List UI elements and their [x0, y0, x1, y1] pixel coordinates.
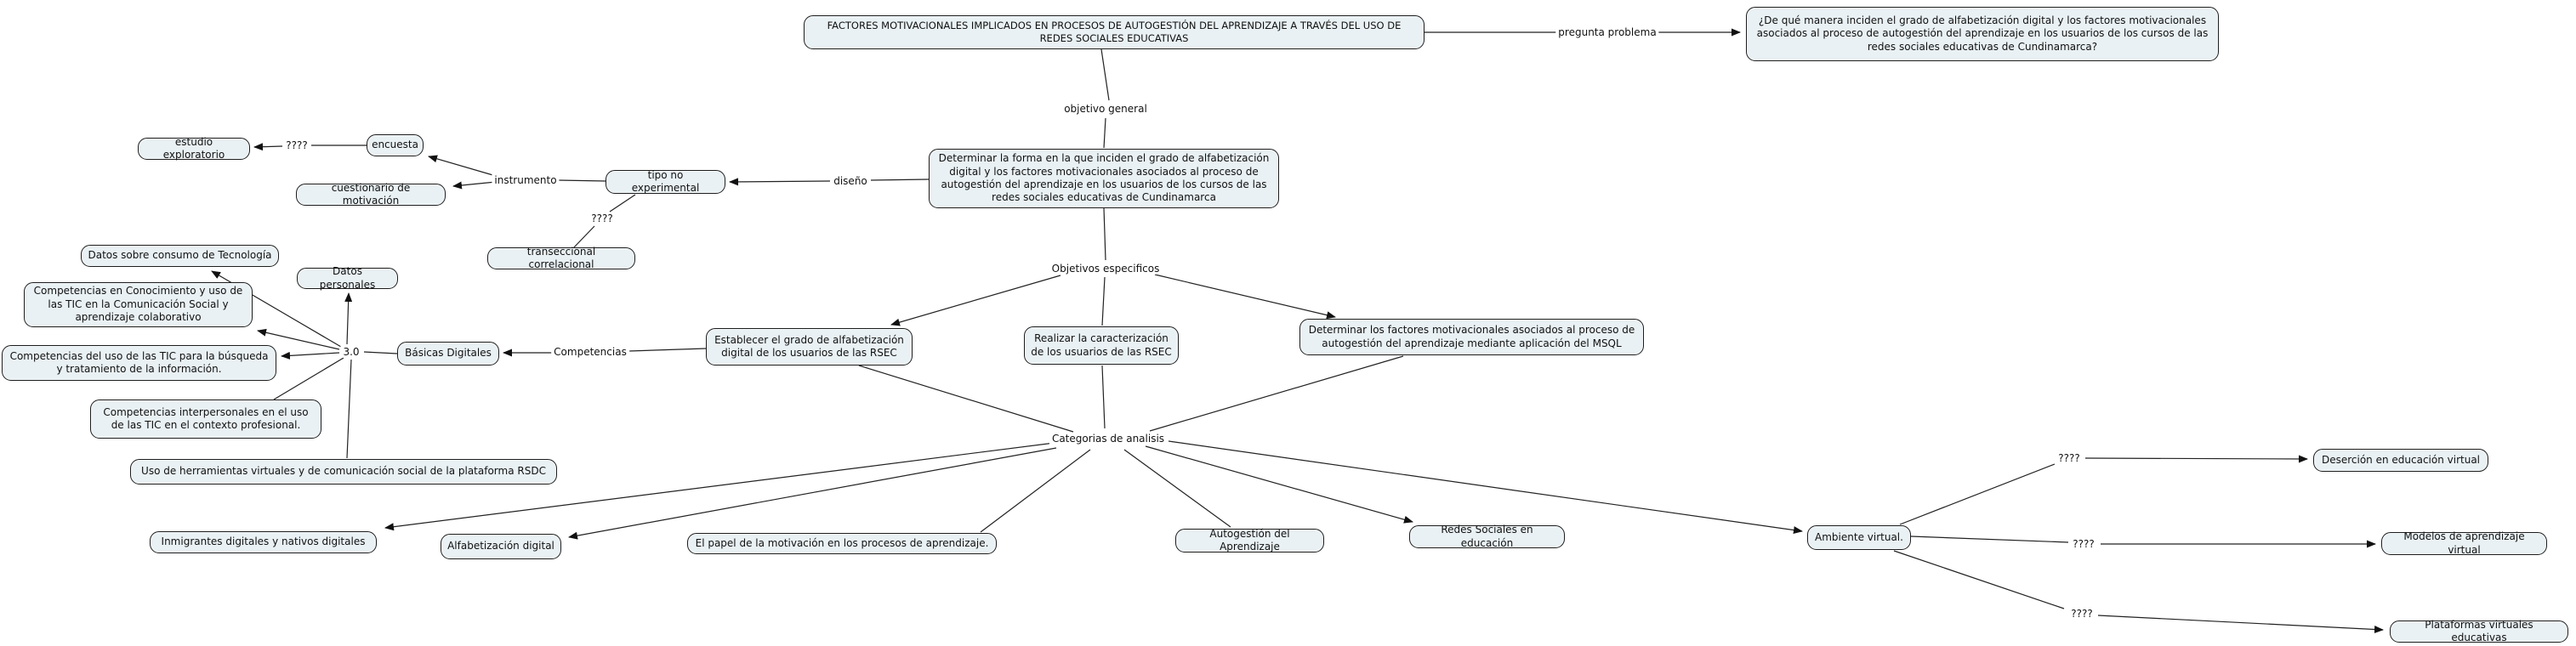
- concept-determinar-factores-motivacionales[interactable]: Determinar los factores motivacionales asociados al proceso de autogestión del aprendizaje mediante aplicación del MSQL: [1299, 319, 1644, 355]
- connector: [1169, 441, 1802, 531]
- concept-uso-herramientas-virtuales[interactable]: Uso de herramientas virtuales y de comunicación social de la plataforma RSDC: [130, 459, 557, 484]
- connector: [1104, 118, 1106, 148]
- concept-redes-sociales-educacion[interactable]: Redes Sociales en educación: [1409, 525, 1565, 548]
- concept-modelos-aprendizaje-virtual[interactable]: Modelos de aprendizaje virtual: [2381, 532, 2547, 555]
- concept-competencias-conocimiento-tic[interactable]: Competencias en Conocimiento y uso de las TIC en la Comunicación Social y aprendizaje colaborativo: [24, 282, 253, 327]
- connector: [281, 353, 339, 356]
- connector: [2098, 615, 2383, 630]
- concept-estudio-exploratorio[interactable]: estudio exploratorio: [138, 138, 250, 160]
- connector: [610, 195, 635, 212]
- concept-papel-motivacion[interactable]: El papel de la motivación en los procesos de aprendizaje.: [687, 533, 997, 554]
- concept-transeccional-correlacional[interactable]: transeccional correlacional: [487, 247, 635, 269]
- concept-establecer-grado-alfabetizacion[interactable]: Establecer el grado de alfabetización digital de los usuarios de las RSEC: [706, 328, 913, 366]
- connector: [347, 293, 349, 344]
- concept-autogestion-aprendizaje[interactable]: Autogestión del Aprendizaje: [1175, 529, 1324, 552]
- connector: [1124, 450, 1231, 527]
- concept-alfabetizacion-digital[interactable]: Alfabetización digital: [441, 534, 561, 559]
- connector: [1101, 49, 1109, 100]
- link-unknown-4[interactable]: ????: [2070, 538, 2096, 550]
- connector: [429, 156, 496, 176]
- connector: [629, 348, 706, 351]
- concept-inmigrantes-nativos-digitales[interactable]: Inmigrantes digitales y nativos digitales: [150, 531, 377, 553]
- connector: [385, 443, 1055, 528]
- connector: [859, 366, 1073, 432]
- connector: [1102, 277, 1105, 326]
- connector: [1102, 366, 1105, 428]
- connector: [1911, 536, 2068, 542]
- connector: [2085, 458, 2307, 459]
- concept-datos-consumo-tecnologia[interactable]: Datos sobre consumo de Tecnología: [81, 245, 279, 267]
- connector: [730, 181, 830, 182]
- link-unknown-3[interactable]: ????: [2056, 452, 2082, 464]
- link-objetivo-general[interactable]: objetivo general: [1061, 103, 1150, 115]
- concept-plataformas-virtuales-educativas[interactable]: Plataformas virtuales educativas: [2390, 620, 2568, 643]
- concept-cuestionario-motivacion[interactable]: cuestionario de motivación: [296, 184, 446, 206]
- link-unknown-2[interactable]: ????: [589, 212, 615, 224]
- link-instrumento[interactable]: instrumento: [492, 174, 559, 186]
- concept-pregunta-investigacion[interactable]: ¿De qué manera inciden el grado de alfabetización digital y los factores motivacionales asociados al proceso de autogestión del aprendizaje en los usuarios de los cursos de las redes sociales educativas de Cundinamarca?: [1746, 7, 2219, 61]
- connector: [1150, 356, 1403, 431]
- concept-encuesta[interactable]: encuesta: [367, 134, 424, 156]
- connector: [1900, 464, 2055, 524]
- concept-objetivo-general[interactable]: Determinar la forma en la que inciden el grado de alfabetización digital y los factores motivacionales asociados al proceso de autogestión del aprendizaje en los usuarios de los cursos de las redes sociales educativas de Cundinamarca: [929, 149, 1279, 208]
- connector: [1155, 275, 1335, 317]
- connector: [1146, 446, 1413, 522]
- link-unknown-1[interactable]: ????: [283, 139, 310, 151]
- connector: [558, 180, 606, 181]
- connector: [981, 450, 1090, 532]
- connector: [871, 179, 929, 180]
- connector: [274, 358, 344, 400]
- link-categorias-analisis[interactable]: Categorias de analisis: [1049, 433, 1167, 445]
- connector: [453, 182, 496, 186]
- connector: [1104, 208, 1106, 260]
- concept-datos-personales[interactable]: Datos personales: [297, 268, 398, 289]
- concept-competencias-interpersonales[interactable]: Competencias interpersonales en el uso de las TIC en el contexto profesional.: [90, 400, 321, 439]
- concept-competencias-busqueda-informacion[interactable]: Competencias del uso de las TIC para la búsqueda y tratamiento de la información.: [2, 345, 276, 381]
- concept-titulo-proyecto[interactable]: FACTORES MOTIVACIONALES IMPLICADOS EN PROCESOS DE AUTOGESTIÓN DEL APRENDIZAJE A TRAVÉS DEL USO DE REDES SOCIALES EDUCATIVAS: [804, 15, 1424, 49]
- link-objetivos-especificos[interactable]: Objetivos especificos: [1049, 263, 1163, 275]
- concept-desercion-educacion-virtual[interactable]: Deserción en educación virtual: [2313, 449, 2488, 472]
- connector: [364, 352, 397, 354]
- link-three-zero[interactable]: 3.0: [340, 346, 361, 358]
- link-pregunta-problema[interactable]: pregunta problema: [1555, 26, 1658, 38]
- connector: [1894, 551, 2064, 609]
- link-diseno[interactable]: diseño: [831, 175, 870, 187]
- connector: [254, 146, 282, 147]
- connector: [569, 448, 1056, 537]
- link-unknown-5[interactable]: ????: [2068, 608, 2095, 620]
- concept-basicas-digitales[interactable]: Básicas Digitales: [397, 342, 499, 366]
- concept-ambiente-virtual[interactable]: Ambiente virtual.: [1807, 525, 1911, 550]
- concept-tipo-no-experimental[interactable]: tipo no experimental: [606, 170, 725, 194]
- connector: [891, 275, 1061, 325]
- link-competencias[interactable]: Competencias: [551, 346, 629, 358]
- connector: [347, 360, 351, 458]
- concept-realizar-caracterizacion[interactable]: Realizar la caracterización de los usuarios de las RSEC: [1024, 326, 1179, 365]
